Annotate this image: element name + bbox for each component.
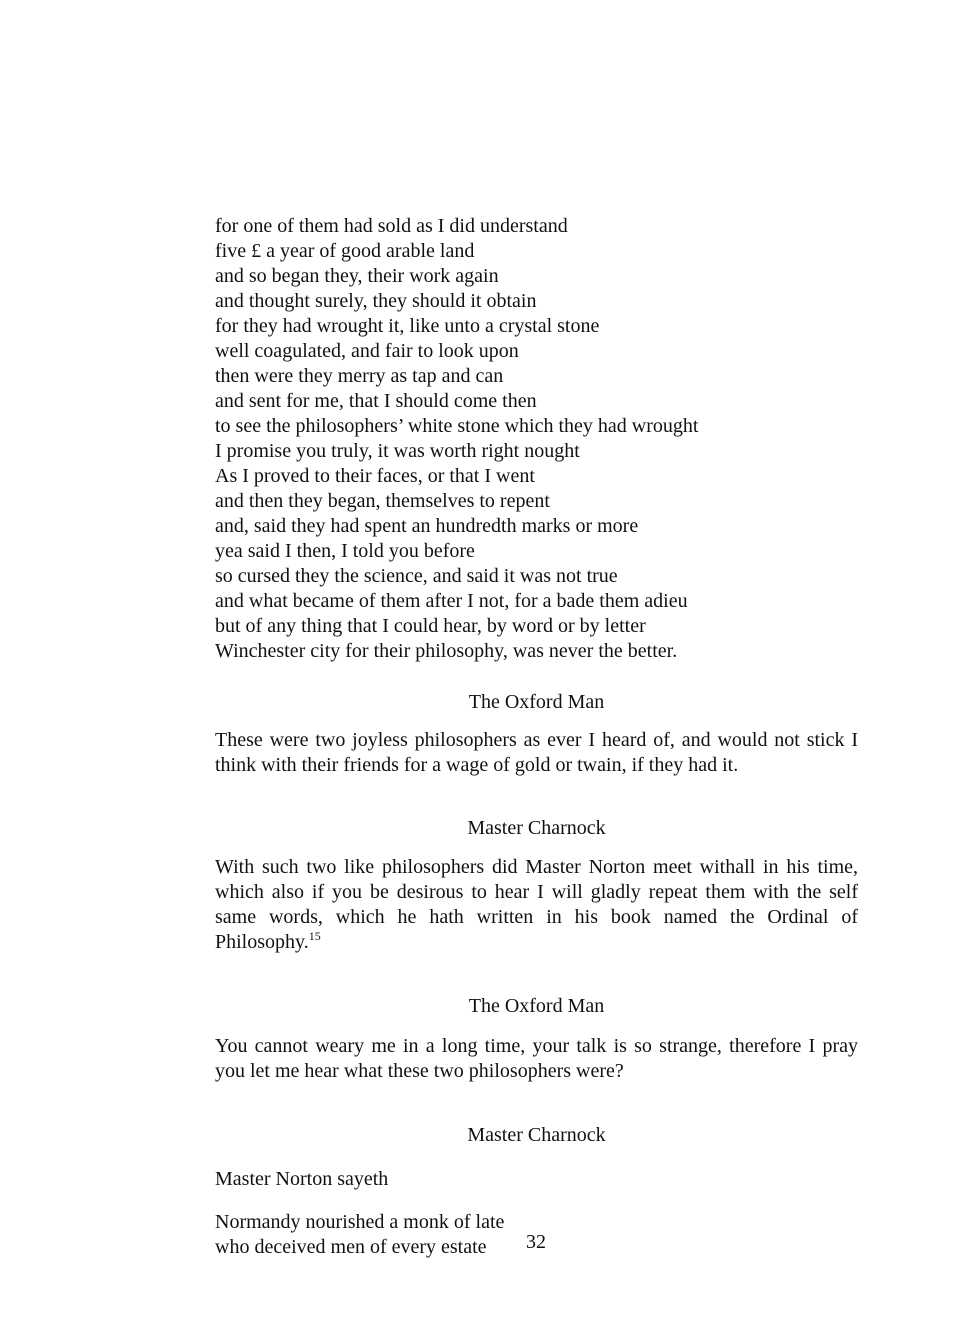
verse-line: and then they began, themselves to repent xyxy=(215,490,550,512)
speaker-heading: Master Charnock xyxy=(467,1124,606,1146)
verse-line: so cursed they the science, and said it was not true xyxy=(215,565,618,587)
verse-line: and, said they had spent an hundredth marks or more xyxy=(215,515,639,537)
paragraph: These were two joyless philosophers as ever I heard of, and would not stick I think with their friends for a wage of gold or twain, if they had it. xyxy=(215,729,858,776)
verse-line: As I proved to their faces, or that I went xyxy=(215,465,535,487)
verse-line: and sent for me, that I should come then xyxy=(215,390,537,412)
verse-line: and thought surely, they should it obtain xyxy=(215,290,537,312)
paragraph-text: With such two like philosophers did Master Norton meet withall in his time, which also if you be desirous to hear I will gladly repeat them with the self same words, which he hath written in his book named the Ordinal of Philosophy. xyxy=(215,856,858,953)
verse-line: five £ a year of good arable land xyxy=(215,240,475,262)
verse-line: who deceived men of every estate xyxy=(215,1236,487,1258)
verse-line: yea said I then, I told you before xyxy=(215,540,475,562)
speaker-heading: Master Charnock xyxy=(467,817,606,839)
verse-line: and so began they, their work again xyxy=(215,265,499,287)
intro-line: Master Norton sayeth xyxy=(215,1168,389,1190)
verse-line: Winchester city for their philosophy, was never the better. xyxy=(215,640,678,662)
verse-line: to see the philosophers’ white stone which they had wrought xyxy=(215,415,699,437)
paragraph xyxy=(215,855,858,955)
verse-line: well coagulated, and fair to look upon xyxy=(215,340,519,362)
verse-line: I promise you truly, it was worth right nought xyxy=(215,440,580,462)
verse-line: Normandy nourished a monk of late xyxy=(215,1211,505,1233)
verse-line: but of any thing that I could hear, by word or by letter xyxy=(215,615,646,637)
verse-line: and what became of them after I not, for a bade them adieu xyxy=(215,590,688,612)
speaker-heading: The Oxford Man xyxy=(468,995,605,1017)
page-body xyxy=(215,214,858,1260)
verse-block-1 xyxy=(215,214,858,664)
verse-line: for they had wrought it, like unto a crystal stone xyxy=(215,315,600,337)
page-number: 32 xyxy=(526,1231,546,1253)
verse-line: then were they merry as tap and can xyxy=(215,365,504,387)
speaker-heading: The Oxford Man xyxy=(468,691,605,713)
footnote-reference: 15 xyxy=(308,929,321,943)
verse-line: for one of them had sold as I did understand xyxy=(215,215,568,237)
paragraph: You cannot weary me in a long time, your talk is so strange, therefore I pray you let me hear what these two philosophers were? xyxy=(215,1035,858,1082)
